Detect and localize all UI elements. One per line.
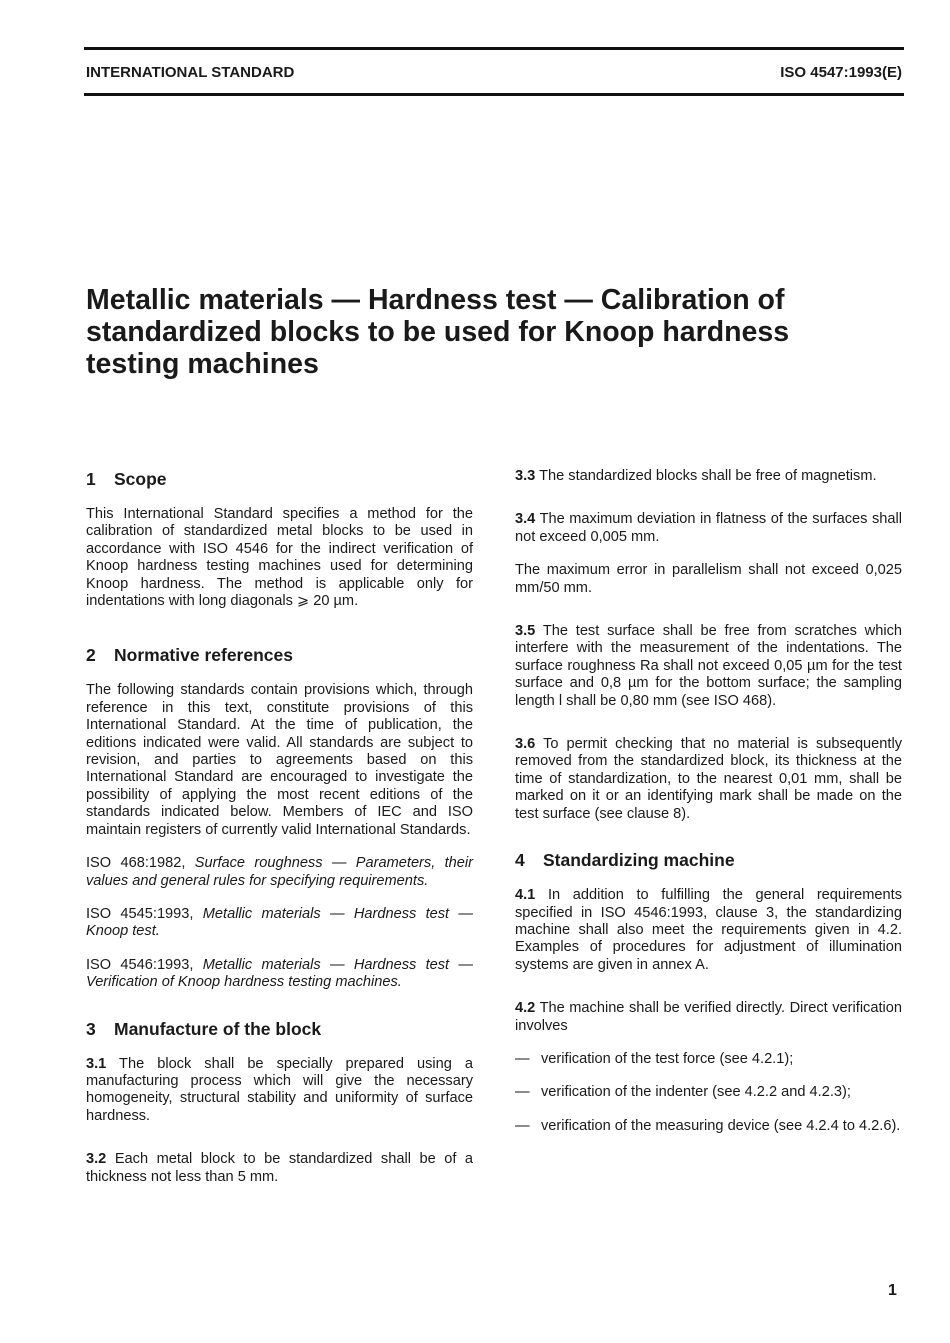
section-title: Manufacture of the block	[114, 1018, 322, 1039]
section-title: Standardizing machine	[543, 850, 735, 871]
list-dash: —	[515, 1084, 530, 1101]
clause-4-2	[515, 1000, 902, 1035]
clause-3-6	[515, 736, 902, 823]
list-item	[515, 1051, 902, 1068]
clause-text: The block shall be specially prepared using a manufacturing process which will give the necessary homogeneity, structural stability and uniformity of surface hardness.	[86, 1055, 473, 1124]
normative-intro-paragraph: The following standards contain provisions which, through reference in this text, constitute provisions of this International Standard. At the time of publication, the editions indicated were valid. All standards are subject to revision, and parties to agreements based on this International Standard are encouraged to investigate the possibility of applying the most recent editions of the standards indicated below. Members of IEC and ISO maintain registers of currently valid International Standards.	[86, 682, 473, 838]
clause-number: 3.1	[86, 1055, 107, 1072]
document-title: Metallic materials — Hardness test — Calibration of standardized blocks to be used for Knoop hardness testing machines	[86, 284, 790, 380]
list-item-text: verification of the measuring device (see 4.2.4 to 4.2.6).	[541, 1117, 901, 1134]
reference-title: Metallic materials — Hardness test — Knoop test.	[86, 905, 473, 940]
header-rule-bottom	[84, 93, 904, 96]
header-standard-type: INTERNATIONAL STANDARD	[86, 64, 295, 81]
right-column	[515, 468, 902, 1151]
reference-code: ISO 4545:1993,	[86, 905, 194, 922]
page-number: 1	[888, 1282, 897, 1299]
section-2-heading	[86, 644, 473, 666]
reference-item	[86, 855, 473, 890]
section-title: Normative references	[114, 645, 293, 666]
reference-item	[86, 906, 473, 941]
section-number: 3	[86, 1018, 96, 1039]
clause-text: The standardized blocks shall be free of magnetism.	[539, 468, 877, 484]
clause-number: 4.2	[515, 1000, 536, 1017]
clause-number: 3.4	[515, 511, 536, 528]
section-number: 2	[86, 645, 96, 666]
clause-3-2	[86, 1151, 473, 1186]
list-dash: —	[515, 1117, 530, 1134]
clause-4-1	[515, 887, 902, 974]
section-number: 4	[515, 850, 525, 871]
reference-item	[86, 957, 473, 992]
clause-number: 3.6	[515, 736, 536, 753]
reference-code: ISO 468:1982,	[86, 855, 186, 872]
clause-text: Each metal block to be standardized shall be of a thickness not less than 5 mm.	[86, 1151, 474, 1185]
clause-3-4	[515, 511, 902, 546]
left-column	[86, 468, 473, 1202]
section-1-heading	[86, 468, 473, 490]
clause-number: 3.3	[515, 468, 536, 484]
clause-3-1	[86, 1056, 473, 1126]
section-4-heading	[515, 849, 902, 871]
clause-text: The maximum deviation in flatness of the surfaces shall not exceed 0,005 mm.	[515, 511, 902, 545]
reference-title: Surface roughness — Parameters, their values and general rules for specifying requirements.	[86, 855, 473, 889]
list-dash: —	[515, 1050, 530, 1067]
header-rule-top	[84, 47, 904, 50]
list-item-text: verification of the indenter (see 4.2.2 and 4.2.3);	[541, 1084, 851, 1101]
section-3-heading	[86, 1018, 473, 1040]
list-item	[515, 1118, 902, 1135]
clause-number: 4.1	[515, 887, 536, 904]
clause-text: To permit checking that no material is subsequently removed from the standardized block, its thickness at the time of standardization, to the nearest 0,01 mm, shall be marked on it or an identifying mark shall be made on the test surface (see clause 8).	[515, 736, 902, 822]
reference-title: Metallic materials — Hardness test — Verification of Knoop hardness testing machines.	[86, 956, 473, 991]
clause-3-3	[515, 468, 902, 485]
reference-code: ISO 4546:1993,	[86, 956, 194, 973]
clause-3-5	[515, 623, 902, 710]
list-item-text: verification of the test force (see 4.2.1);	[541, 1050, 794, 1067]
clause-number: 3.5	[515, 623, 536, 640]
clause-3-4-parallelism: The maximum error in parallelism shall not exceed 0,025 mm/50 mm.	[515, 562, 902, 596]
section-number: 1	[86, 469, 96, 489]
clause-text: In addition to fulfilling the general requirements specified in ISO 4546:1993, clause 3, the standardizing machine shall also meet the requirements given in 4.2. Examples of procedures for adjustment of illumination systems are given in annex A.	[515, 887, 902, 973]
clause-text: The test surface shall be free from scratches which interfere with the measurement of the indentations. The surface roughness Ra shall not exceed 0,05 µm for the test surface and 0,8 µm for the bottom surface; the sampling length l shall be 0,80 mm (see ISO 468).	[515, 623, 902, 709]
scope-paragraph: This International Standard specifies a method for the calibration of standardized metal blocks to be used in accordance with ISO 4546 for the indirect verification of Knoop hardness testing machines used for determining Knoop hardness. The method is applicable only for indentations with long diagonals ⩾ 20 µm.	[86, 506, 473, 610]
section-title: Scope	[114, 469, 167, 489]
clause-number: 3.2	[86, 1151, 107, 1168]
header-standard-number: ISO 4547:1993(E)	[780, 64, 902, 81]
list-item	[515, 1084, 902, 1101]
clause-text: The machine shall be verified directly. Direct verification involves	[515, 1000, 902, 1034]
